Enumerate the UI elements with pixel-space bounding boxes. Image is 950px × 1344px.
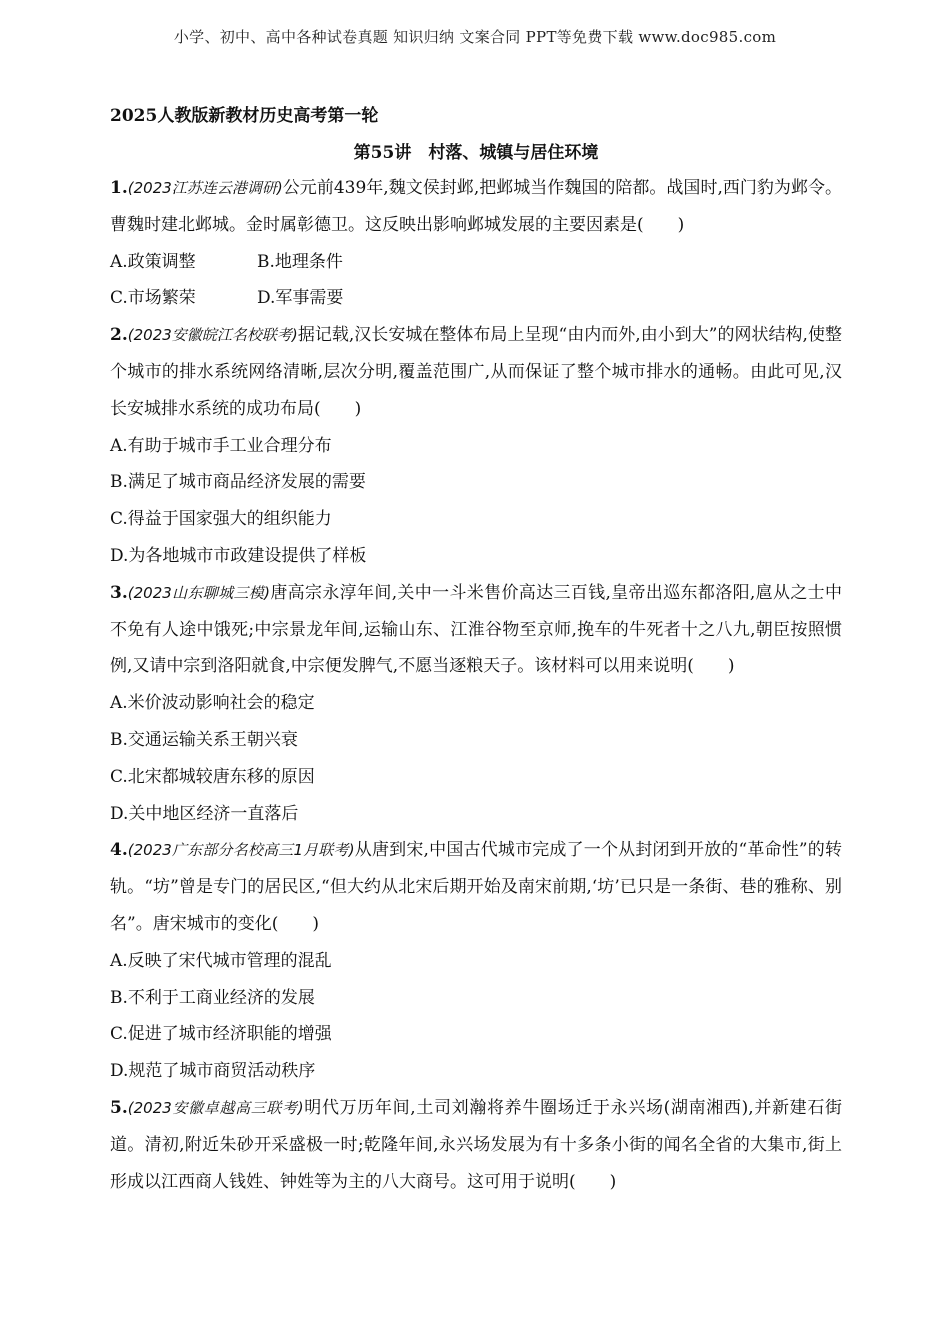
question-source: (2023安徽卓越高三联考) xyxy=(127,1098,304,1117)
option-c[interactable]: C.促进了城市经济职能的增强 xyxy=(110,1024,332,1045)
option-d[interactable]: D.关中地区经济一直落后 xyxy=(110,803,299,824)
question-number: 1. xyxy=(110,178,128,198)
question-1-stem xyxy=(110,170,842,244)
question-number: 4. xyxy=(110,840,128,861)
option-c[interactable]: C.北宋都城较唐东移的原因 xyxy=(110,766,315,787)
question-1-options-row-1 xyxy=(110,244,842,281)
question-2-stem xyxy=(110,317,842,427)
option-d[interactable]: D.为各地城市市政建设提供了样板 xyxy=(110,545,367,566)
option-a[interactable]: A.反映了宋代城市管理的混乱 xyxy=(110,950,332,971)
question-text: 唐高宗永淳年间,关中一斗米售价高达三百钱,皇帝出巡东都洛阳,扈从之士中不免有人途中饿死;中宗景龙年间,运输山东、江淮谷物至京师,挽车的牛死者十之八九,朝臣按照惯例,又请中宗到洛阳就食,中宗便发脾气,不愿当逐粮天子。该材料可以用来说明( ) xyxy=(110,582,842,677)
question-number: 5. xyxy=(110,1097,128,1118)
option-b[interactable]: B.满足了城市商品经济发展的需要 xyxy=(110,472,366,493)
option-b[interactable]: B.不利于工商业经济的发展 xyxy=(110,987,315,1008)
question-text: 明代万历年间,土司刘瀚将养牛圈场迁于永兴场(湖南湘西),并新建石街道。清初,附近朱砂开采盛极一时;乾隆年间,永兴场发展为有十多条小街的闻名全省的大集市,街上形成以江西商人钱姓、钟姓等为主的八大商号。这可用于说明( ) xyxy=(110,1097,842,1192)
question-text: 据记载,汉长安城在整体布局上呈现“由内而外,由小到大”的网状结构,使整个城市的排水系统网络清晰,层次分明,覆盖范围广,从而保证了整个城市排水的通畅。由此可见,汉长安城排水系统的成功布局( ) xyxy=(110,325,842,419)
option-a[interactable]: A.政策调整 xyxy=(110,251,196,272)
question-text: 从唐到宋,中国古代城市完成了一个从封闭到开放的“革命性”的转轨。“坊”曾是专门的居民区,“但大约从北宋后期开始及南宋前期,‘坊’已只是一条街、巷的雅称、别名”。唐宋城市的变化( ) xyxy=(110,840,842,934)
option-c[interactable]: C.得益于国家强大的组织能力 xyxy=(110,509,332,530)
option-a[interactable]: A.米价波动影响社会的稳定 xyxy=(110,693,315,714)
document-body xyxy=(110,96,842,1200)
question-number: 2. xyxy=(110,325,128,346)
question-source: (2023广东部分名校高三1月联考) xyxy=(127,841,355,860)
question-text: 公元前439年,魏文侯封邺,把邺城当作魏国的陪都。战国时,西门豹为邺令。曹魏时建北邺城。金时属彰德卫。这反映出影响邺城发展的主要因素是( ) xyxy=(110,178,842,235)
question-4-stem xyxy=(110,832,842,942)
option-b[interactable]: B.交通运输关系王朝兴衰 xyxy=(110,729,298,750)
question-source: (2023江苏连云港调研) xyxy=(127,179,283,197)
lesson-title: 第55讲 村落、城镇与居住环境 xyxy=(353,143,599,163)
option-a[interactable]: A.有助于城市手工业合理分布 xyxy=(110,435,332,456)
question-source: (2023安徽皖江名校联考) xyxy=(127,326,298,345)
question-source: (2023山东聊城三模) xyxy=(127,583,270,602)
question-5-stem xyxy=(110,1090,842,1200)
option-d[interactable]: D.军事需要 xyxy=(257,288,344,309)
option-b[interactable]: B.地理条件 xyxy=(257,251,343,272)
option-d[interactable]: D.规范了城市商贸活动秩序 xyxy=(110,1061,316,1082)
page-header: 小学、初中、高中各种试卷真题 知识归纳 文案合同 PPT等免费下载 www.doc985.com xyxy=(173,28,777,46)
document-title: 2025人教版新教材历史高考第一轮 xyxy=(110,106,379,126)
option-c[interactable]: C.市场繁荣 xyxy=(110,288,196,309)
question-3-stem xyxy=(110,575,842,685)
question-number: 3. xyxy=(110,582,128,603)
question-1-options-row-2 xyxy=(110,280,842,317)
